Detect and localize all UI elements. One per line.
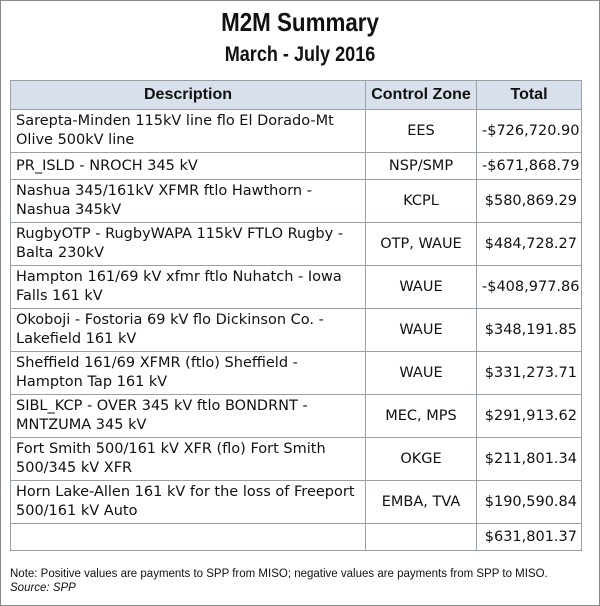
table-header-row — [11, 81, 582, 110]
table-row — [11, 309, 582, 352]
total-cell: -$726,720.90 — [477, 110, 582, 153]
control-zone-cell: KCPL — [366, 180, 477, 223]
footnote — [10, 567, 590, 595]
table-row — [11, 352, 582, 395]
page-title: M2M Summary — [221, 7, 379, 37]
source-text: Source: SPP — [10, 582, 76, 594]
table-row — [11, 153, 582, 180]
description-cell: Sarepta-Minden 115kV line flo El Dorado-Mt Olive 500kV line — [11, 110, 366, 153]
description-cell: Okoboji - Fostoria 69 kV flo Dickinson Co. - Lakefield 161 kV — [11, 309, 366, 352]
control-zone-cell: NSP/SMP — [366, 153, 477, 180]
column-header-description: Description — [11, 81, 366, 110]
description-cell: Fort Smith 500/161 kV XFR (flo) Fort Smith 500/345 kV XFR — [11, 438, 366, 481]
control-zone-cell: WAUE — [366, 352, 477, 395]
description-cell: Hampton 161/69 kV xfmr ftlo Nuhatch - Iowa Falls 161 kV — [11, 266, 366, 309]
total-cell: $348,191.85 — [477, 309, 582, 352]
page-subtitle: March - July 2016 — [224, 43, 376, 66]
total-cell: $484,728.27 — [477, 223, 582, 266]
table-row — [11, 266, 582, 309]
m2m-summary-table — [10, 80, 582, 551]
control-zone-cell: MEC, MPS — [366, 395, 477, 438]
control-zone-cell: EES — [366, 110, 477, 153]
description-cell: Nashua 345/161kV XFMR ftlo Hawthorn - Nashua 345kV — [11, 180, 366, 223]
table-row — [11, 438, 582, 481]
total-cell: $291,913.62 — [477, 395, 582, 438]
grand-total-empty-cell — [11, 524, 366, 551]
table-row — [11, 110, 582, 153]
column-header-total: Total — [477, 81, 582, 110]
grand-total-empty-cell — [366, 524, 477, 551]
table-row — [11, 481, 582, 524]
table-row — [11, 180, 582, 223]
grand-total-row — [11, 524, 582, 551]
description-cell: RugbyOTP - RugbyWAPA 115kV FTLO Rugby - Balta 230kV — [11, 223, 366, 266]
control-zone-cell: WAUE — [366, 309, 477, 352]
table-row — [11, 395, 582, 438]
control-zone-cell: WAUE — [366, 266, 477, 309]
total-cell: $190,590.84 — [477, 481, 582, 524]
description-cell: PR_ISLD - NROCH 345 kV — [11, 153, 366, 180]
description-cell: SIBL_KCP - OVER 345 kV ftlo BONDRNT - MNTZUMA 345 kV — [11, 395, 366, 438]
total-cell: $580,869.29 — [477, 180, 582, 223]
total-cell: $211,801.34 — [477, 438, 582, 481]
column-header-control-zone: Control Zone — [366, 81, 477, 110]
note-text: Note: Positive values are payments to SPP from MISO; negative values are payments from SPP to MISO. — [10, 568, 548, 580]
grand-total-cell: $631,801.37 — [477, 524, 582, 551]
total-cell: -$671,868.79 — [477, 153, 582, 180]
description-cell: Sheffield 161/69 XFMR (ftlo) Sheffield - Hampton Tap 161 kV — [11, 352, 366, 395]
table-row — [11, 223, 582, 266]
description-cell: Horn Lake-Allen 161 kV for the loss of Freeport 500/161 kV Auto — [11, 481, 366, 524]
control-zone-cell: OTP, WAUE — [366, 223, 477, 266]
total-cell: -$408,977.86 — [477, 266, 582, 309]
control-zone-cell: OKGE — [366, 438, 477, 481]
control-zone-cell: EMBA, TVA — [366, 481, 477, 524]
total-cell: $331,273.71 — [477, 352, 582, 395]
